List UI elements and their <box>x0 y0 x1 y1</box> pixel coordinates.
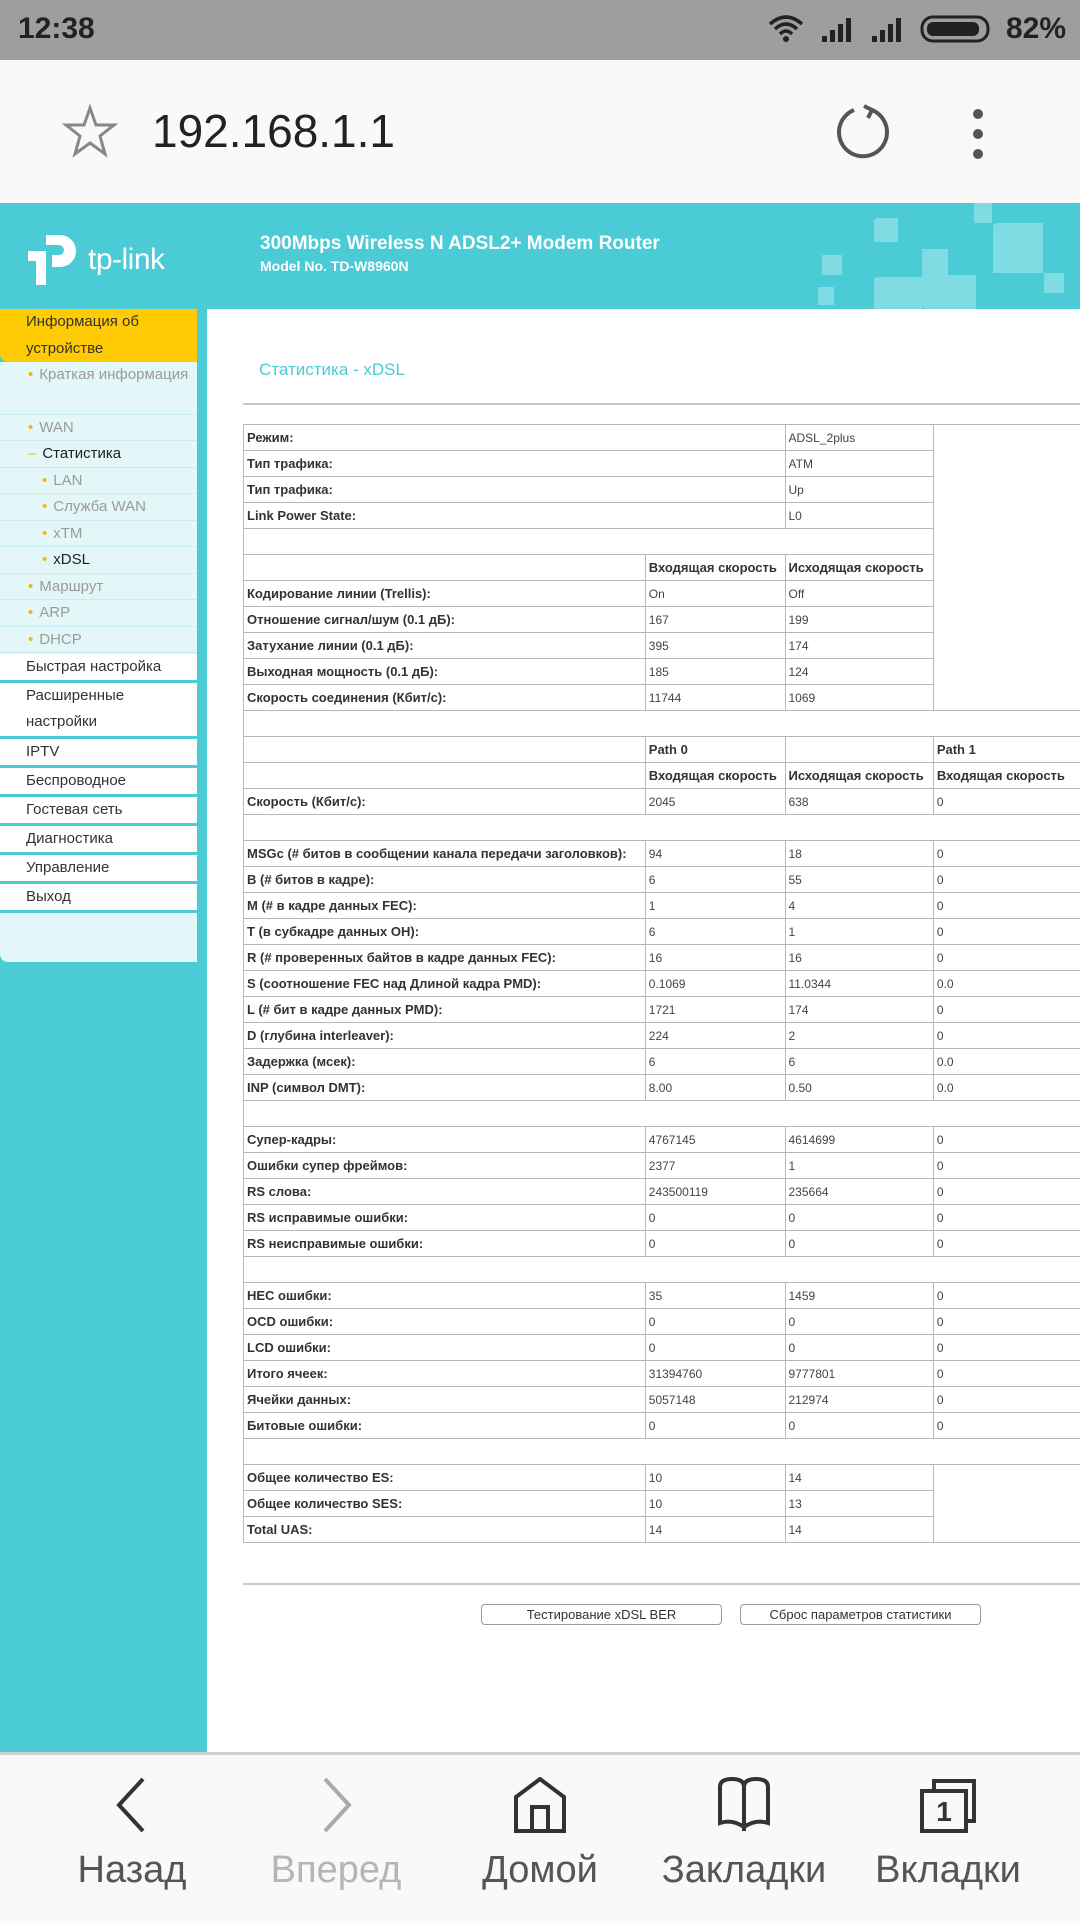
empty-cell <box>244 763 646 789</box>
sidebar-subitem[interactable] <box>0 521 197 547</box>
spacer-row <box>244 1439 1080 1465</box>
browser-bottom-nav <box>0 1752 1080 1923</box>
signal-icon <box>820 14 856 44</box>
path1-down-value: 0 <box>933 1231 1080 1257</box>
forward-icon <box>311 1777 361 1833</box>
spacer-cell <box>244 1439 1080 1465</box>
row-label: Скорость соединения (Кбит/с): <box>244 685 646 711</box>
downstream-value: On <box>645 581 785 607</box>
path0-up-value: 9777801 <box>785 1361 933 1387</box>
path1-down-value: 0 <box>933 1179 1080 1205</box>
upstream-value: 199 <box>785 607 933 633</box>
divider <box>243 403 1080 405</box>
xdsl-stats-table <box>243 424 1080 1543</box>
row-label: B (# битов в кадре): <box>244 867 646 893</box>
downstream-value: 14 <box>645 1517 785 1543</box>
sidebar-subitem[interactable] <box>0 627 197 653</box>
table-row <box>244 1309 1080 1335</box>
path0-up-value: 0 <box>785 1231 933 1257</box>
home-icon <box>512 1777 568 1833</box>
sidebar-subitem-label: Краткая информация <box>39 366 188 383</box>
path0-header: Path 0 <box>645 737 785 763</box>
sidebar-subitem-label: Маршрут <box>39 578 103 595</box>
path0-down-value: 0.1069 <box>645 971 785 997</box>
nav-tabs-button[interactable] <box>848 1777 1048 1892</box>
sidebar-header-line: Информация об <box>26 309 197 336</box>
table-row <box>244 425 1080 451</box>
banner-decoration <box>822 255 842 275</box>
path0-down-value: 1 <box>645 893 785 919</box>
spacer-cell <box>244 815 1080 841</box>
bookmark-star-icon[interactable] <box>62 104 118 160</box>
path0-down-value: 0 <box>645 1413 785 1439</box>
path1-down-value: 0.0 <box>933 1049 1080 1075</box>
banner-decoration <box>922 275 976 309</box>
router-header-banner <box>0 203 1080 309</box>
row-label: Итого ячеек: <box>244 1361 646 1387</box>
spacer-cell <box>244 1101 1080 1127</box>
column-header: Входящая скорость <box>933 763 1080 789</box>
path0-up-value: 0 <box>785 1413 933 1439</box>
sidebar-item[interactable]: Выход <box>0 884 197 913</box>
nav-label: Назад <box>32 1849 232 1892</box>
row-label: Link Power State: <box>244 503 786 529</box>
sidebar-subitem[interactable] <box>0 494 197 521</box>
sidebar-subitem-label: xTM <box>53 525 82 542</box>
bookmarks-icon <box>714 1777 774 1833</box>
upstream-value: 174 <box>785 633 933 659</box>
path0-up-value: 16 <box>785 945 933 971</box>
empty-cell <box>933 425 1080 711</box>
row-label: Затухание линии (0.1 дБ): <box>244 633 646 659</box>
path0-down-value: 31394760 <box>645 1361 785 1387</box>
empty-cell <box>244 737 646 763</box>
back-icon <box>107 1777 157 1833</box>
row-value: ADSL_2plus <box>785 425 933 451</box>
path0-up-value: 6 <box>785 1049 933 1075</box>
banner-decoration <box>874 218 898 242</box>
row-value: L0 <box>785 503 933 529</box>
row-label: Супер-кадры: <box>244 1127 646 1153</box>
path1-down-value: 0 <box>933 1023 1080 1049</box>
sidebar-subitem-label: ARP <box>39 604 70 621</box>
downstream-value: 395 <box>645 633 785 659</box>
sidebar-item[interactable]: Беспроводное <box>0 768 197 797</box>
table-row <box>244 1049 1080 1075</box>
path0-up-value: 235664 <box>785 1179 933 1205</box>
table-row <box>244 1075 1080 1101</box>
sidebar-subitem[interactable] <box>0 362 197 415</box>
path0-up-value: 4614699 <box>785 1127 933 1153</box>
path0-down-value: 0 <box>645 1335 785 1361</box>
address-bar <box>0 60 1080 203</box>
spacer-row <box>244 1257 1080 1283</box>
logo-text: tp-link <box>88 243 165 277</box>
table-row <box>244 1023 1080 1049</box>
table-row <box>244 1413 1080 1439</box>
row-label: LCD ошибки: <box>244 1335 646 1361</box>
downstream-value: 10 <box>645 1465 785 1491</box>
nav-label: Вкладки <box>848 1849 1048 1892</box>
table-row <box>244 1153 1080 1179</box>
spacer-row <box>244 711 1080 737</box>
column-header: Входящая скорость <box>645 763 785 789</box>
path0-down-value: 6 <box>645 867 785 893</box>
column-header: Исходящая скорость <box>785 763 933 789</box>
sidebar-item[interactable]: Управление <box>0 855 197 884</box>
sidebar-item[interactable]: Диагностика <box>0 826 197 855</box>
table-header-row <box>244 763 1080 789</box>
row-label: Total UAS: <box>244 1517 646 1543</box>
row-label: Общее количество ES: <box>244 1465 646 1491</box>
path0-down-value: 94 <box>645 841 785 867</box>
row-label: S (соотношение FEC над Длиной кадра PMD): <box>244 971 646 997</box>
table-row <box>244 841 1080 867</box>
bullet-icon: • <box>28 631 33 648</box>
table-row <box>244 1387 1080 1413</box>
xdsl-ber-test-button[interactable]: Тестирование xDSL BER <box>481 1604 722 1625</box>
upstream-value: Off <box>785 581 933 607</box>
row-label: Ячейки данных: <box>244 1387 646 1413</box>
path0-up-value: 1 <box>785 919 933 945</box>
reload-icon[interactable] <box>834 102 892 160</box>
path0-up-value: 55 <box>785 867 933 893</box>
battery-level: 82% <box>1006 12 1066 46</box>
downstream-value: 11744 <box>645 685 785 711</box>
bullet-icon: • <box>42 551 47 568</box>
collapse-dash-icon: – <box>28 445 36 462</box>
path1-header: Path 1 <box>933 737 1080 763</box>
path0-down-value: 2045 <box>645 789 785 815</box>
tplink-logo-icon <box>26 233 80 287</box>
banner-decoration <box>974 203 992 223</box>
sidebar-item[interactable]: Расширенные настройки <box>0 683 197 739</box>
banner-decoration <box>1044 273 1064 293</box>
path0-down-value: 4767145 <box>645 1127 785 1153</box>
table-row <box>244 1205 1080 1231</box>
banner-decoration <box>993 223 1043 273</box>
bullet-icon: • <box>28 419 33 436</box>
row-label: OCD ошибки: <box>244 1309 646 1335</box>
row-label: HEC ошибки: <box>244 1283 646 1309</box>
path1-down-value: 0 <box>933 841 1080 867</box>
sidebar-subitem[interactable] <box>0 415 197 441</box>
nav-label: Вперед <box>236 1849 436 1892</box>
path0-down-value: 5057148 <box>645 1387 785 1413</box>
path0-down-value: 6 <box>645 1049 785 1075</box>
spacer-cell <box>244 711 1080 737</box>
table-row <box>244 893 1080 919</box>
table-row <box>244 919 1080 945</box>
router-model: Model No. TD-W8960N <box>260 258 409 274</box>
battery-icon <box>920 14 992 44</box>
row-label: MSGc (# битов в сообщении канала передачи заголовков): <box>244 841 646 867</box>
row-label: Общее количество SES: <box>244 1491 646 1517</box>
table-row <box>244 1335 1080 1361</box>
table-row <box>244 1465 1080 1491</box>
sidebar-subitem[interactable] <box>0 574 197 600</box>
path0-down-value: 224 <box>645 1023 785 1049</box>
nav-label: Закладки <box>644 1849 844 1892</box>
column-header: Исходящая скорость <box>785 555 933 581</box>
row-label: Кодирование линии (Trellis): <box>244 581 646 607</box>
banner-decoration <box>922 249 948 275</box>
overflow-menu-icon[interactable] <box>968 106 988 162</box>
path0-up-value: 0 <box>785 1335 933 1361</box>
table-row <box>244 1361 1080 1387</box>
sidebar-item[interactable]: Гостевая сеть <box>0 797 197 826</box>
table-row <box>244 1231 1080 1257</box>
path1-down-value: 0 <box>933 1335 1080 1361</box>
path0-up-value: 0.50 <box>785 1075 933 1101</box>
spacer-row <box>244 815 1080 841</box>
empty-cell <box>785 737 933 763</box>
path1-down-value: 0 <box>933 867 1080 893</box>
sidebar-subitem[interactable] <box>0 600 197 627</box>
column-header: Входящая скорость <box>645 555 785 581</box>
path1-down-value: 0 <box>933 1283 1080 1309</box>
path1-down-value: 0.0 <box>933 1075 1080 1101</box>
tabs-icon <box>918 1777 978 1833</box>
path0-up-value: 1459 <box>785 1283 933 1309</box>
bullet-icon: • <box>42 525 47 542</box>
row-label: Тип трафика: <box>244 477 786 503</box>
router-title: 300Mbps Wireless N ADSL2+ Modem Router <box>260 233 660 255</box>
empty-cell <box>933 1465 1080 1543</box>
row-label: R (# проверенных байтов в кадре данных FEC): <box>244 945 646 971</box>
row-value: Up <box>785 477 933 503</box>
row-value: ATM <box>785 451 933 477</box>
downstream-value: 167 <box>645 607 785 633</box>
spacer-cell <box>244 529 934 555</box>
empty-cell <box>244 555 646 581</box>
row-label: M (# в кадре данных FEC): <box>244 893 646 919</box>
path0-up-value: 4 <box>785 893 933 919</box>
sidebar-subitem-label: xDSL <box>53 551 90 568</box>
path0-down-value: 16 <box>645 945 785 971</box>
path1-down-value: 0 <box>933 945 1080 971</box>
row-label: Скорость (Кбит/с): <box>244 789 646 815</box>
downstream-value: 10 <box>645 1491 785 1517</box>
path0-down-value: 0 <box>645 1231 785 1257</box>
upstream-value: 13 <box>785 1491 933 1517</box>
table-row <box>244 1283 1080 1309</box>
path0-down-value: 0 <box>645 1205 785 1231</box>
path0-up-value: 0 <box>785 1205 933 1231</box>
path1-down-value: 0 <box>933 1153 1080 1179</box>
nav-back-button[interactable] <box>32 1777 232 1892</box>
path0-up-value: 638 <box>785 789 933 815</box>
status-bar <box>0 0 1080 60</box>
path0-down-value: 2377 <box>645 1153 785 1179</box>
spacer-cell <box>244 1257 1080 1283</box>
sidebar-header-line: устройстве <box>26 336 197 363</box>
bullet-icon: • <box>28 604 33 621</box>
nav-forward-button[interactable] <box>236 1777 436 1892</box>
path1-down-value: 0 <box>933 1309 1080 1335</box>
sidebar <box>0 309 207 1752</box>
banner-decoration <box>874 277 922 309</box>
url-field[interactable]: 192.168.1.1 <box>152 104 395 158</box>
row-label: Задержка (мсек): <box>244 1049 646 1075</box>
wifi-icon <box>766 14 806 44</box>
page-title: Статистика - xDSL <box>259 360 405 380</box>
path0-down-value: 0 <box>645 1309 785 1335</box>
row-label: Режим: <box>244 425 786 451</box>
row-label: T (в субкадре данных OH): <box>244 919 646 945</box>
table-row <box>244 1127 1080 1153</box>
path1-down-value: 0 <box>933 919 1080 945</box>
sidebar-subitem[interactable] <box>0 441 197 468</box>
table-row <box>244 997 1080 1023</box>
reset-statistics-button[interactable]: Сброс параметров статистики <box>740 1604 981 1625</box>
nav-home-button[interactable] <box>440 1777 640 1892</box>
nav-bookmarks-button[interactable] <box>644 1777 844 1892</box>
bullet-icon: • <box>28 578 33 595</box>
bullet-icon: • <box>42 472 47 489</box>
sidebar-subitem-label: LAN <box>53 472 82 489</box>
upstream-value: 124 <box>785 659 933 685</box>
path0-up-value: 2 <box>785 1023 933 1049</box>
table-row <box>244 945 1080 971</box>
upstream-value: 1069 <box>785 685 933 711</box>
row-label: INP (символ DMT): <box>244 1075 646 1101</box>
banner-decoration <box>818 287 834 305</box>
table-row <box>244 867 1080 893</box>
downstream-value: 185 <box>645 659 785 685</box>
path1-down-value: 0 <box>933 1127 1080 1153</box>
path0-up-value: 18 <box>785 841 933 867</box>
tab-count: 1 <box>936 1796 952 1827</box>
sidebar-subitem[interactable] <box>0 468 197 494</box>
path1-down-value: 0 <box>933 789 1080 815</box>
path1-down-value: 0 <box>933 1387 1080 1413</box>
row-label: Ошибки супер фреймов: <box>244 1153 646 1179</box>
table-header-row <box>244 737 1080 763</box>
tplink-logo <box>26 233 165 287</box>
path0-down-value: 35 <box>645 1283 785 1309</box>
row-label: RS неисправимые ошибки: <box>244 1231 646 1257</box>
row-label: Тип трафика: <box>244 451 786 477</box>
spacer-row <box>244 1101 1080 1127</box>
bullet-icon: • <box>28 366 33 383</box>
sidebar-subitem-label: WAN <box>39 419 73 436</box>
signal-icon-2 <box>870 14 906 44</box>
path1-down-value: 0 <box>933 1205 1080 1231</box>
row-label: D (глубина interleaver): <box>244 1023 646 1049</box>
path1-down-value: 0.0 <box>933 971 1080 997</box>
table-row <box>244 789 1080 815</box>
path0-down-value: 1721 <box>645 997 785 1023</box>
path0-down-value: 243500119 <box>645 1179 785 1205</box>
table-row <box>244 1179 1080 1205</box>
sidebar-subitem[interactable] <box>0 547 197 574</box>
sidebar-item-device-info[interactable] <box>0 309 197 362</box>
row-label: RS исправимые ошибки: <box>244 1205 646 1231</box>
path1-down-value: 0 <box>933 997 1080 1023</box>
row-label: Отношение сигнал/шум (0.1 дБ): <box>244 607 646 633</box>
row-label: Битовые ошибки: <box>244 1413 646 1439</box>
divider <box>243 1583 1080 1585</box>
path0-up-value: 1 <box>785 1153 933 1179</box>
path1-down-value: 0 <box>933 1361 1080 1387</box>
sidebar-subitem-label: Статистика <box>42 445 121 462</box>
upstream-value: 14 <box>785 1517 933 1543</box>
upstream-value: 14 <box>785 1465 933 1491</box>
path0-up-value: 11.0344 <box>785 971 933 997</box>
sidebar-item[interactable]: IPTV <box>0 739 197 768</box>
row-label: L (# бит в кадре данных PMD): <box>244 997 646 1023</box>
row-label: Выходная мощность (0.1 дБ): <box>244 659 646 685</box>
row-label: RS слова: <box>244 1179 646 1205</box>
table-row <box>244 971 1080 997</box>
bullet-icon: • <box>42 498 47 515</box>
path1-down-value: 0 <box>933 893 1080 919</box>
sidebar-item[interactable]: Быстрая настройка <box>0 654 197 683</box>
sidebar-subitem-label: DHCP <box>39 631 82 648</box>
clock: 12:38 <box>18 12 95 46</box>
path0-up-value: 212974 <box>785 1387 933 1413</box>
path0-down-value: 8.00 <box>645 1075 785 1101</box>
sidebar-subitem-label: Служба WAN <box>53 498 146 515</box>
path0-up-value: 174 <box>785 997 933 1023</box>
path1-down-value: 0 <box>933 1413 1080 1439</box>
path0-down-value: 6 <box>645 919 785 945</box>
path0-up-value: 0 <box>785 1309 933 1335</box>
nav-label: Домой <box>440 1849 640 1892</box>
